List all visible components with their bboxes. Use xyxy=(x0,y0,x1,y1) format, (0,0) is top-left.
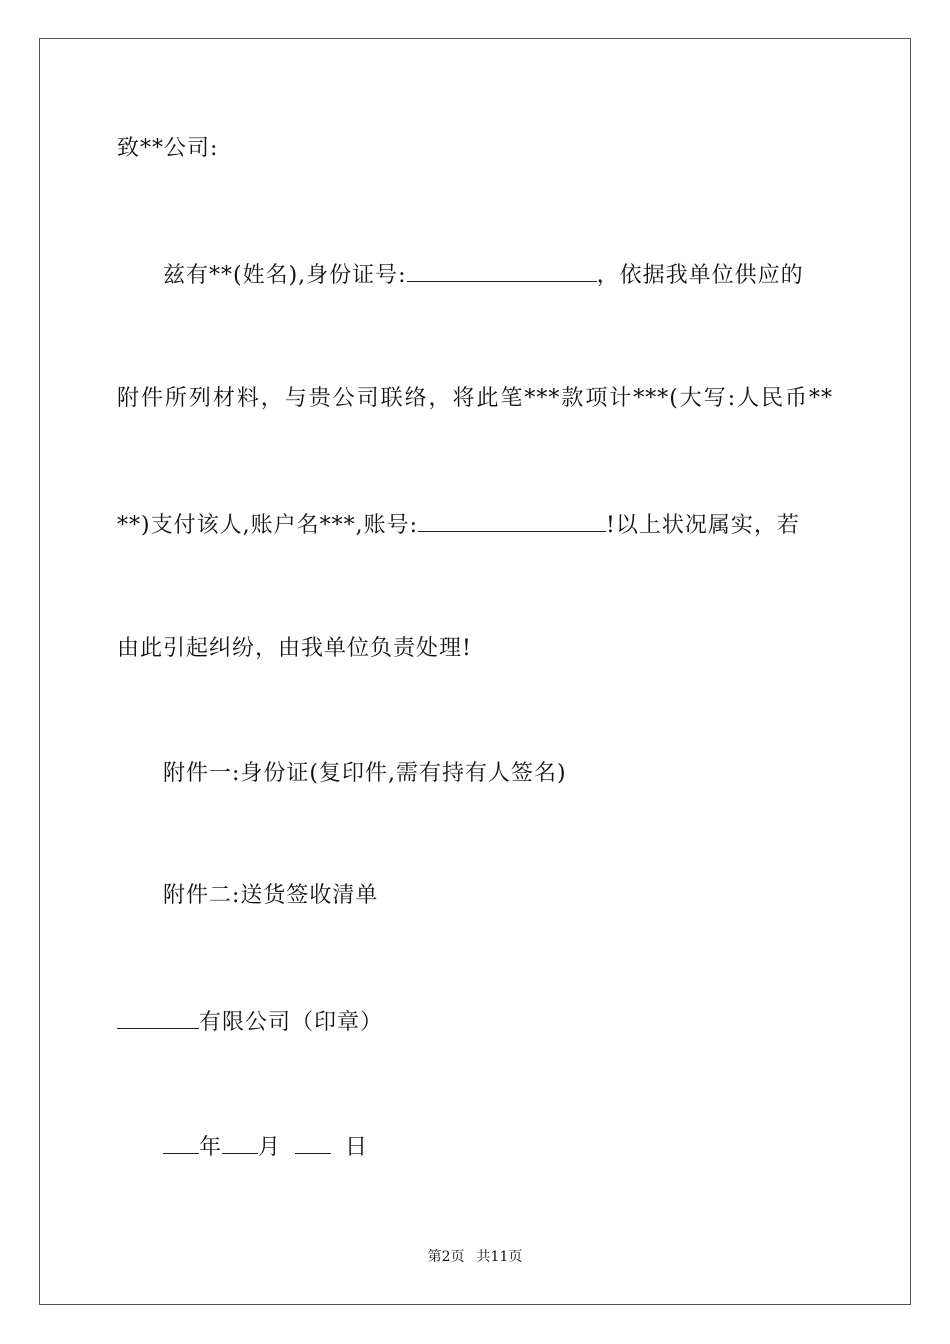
date-day-label: 日 xyxy=(345,1135,369,1160)
page-current: 第2页 xyxy=(427,1249,465,1265)
page-footer xyxy=(0,1247,950,1267)
page-frame xyxy=(39,38,911,1305)
account-number-blank xyxy=(418,509,606,532)
salutation: 致**公司: xyxy=(117,136,219,161)
account-outro-text: !以上状况属实，若 xyxy=(605,513,800,538)
attachment-one: 附件一:身份证(复印件,需有持有人签名) xyxy=(163,761,567,786)
year-blank xyxy=(163,1131,199,1154)
attachment-two: 附件二:送货签收清单 xyxy=(163,883,379,908)
date-month-label: 月 xyxy=(258,1135,282,1160)
id-outro-text: ，依据我单位供应的 xyxy=(596,263,804,288)
id-intro-text: 兹有**(姓名),身份证号: xyxy=(163,263,407,288)
paragraph-line-1 xyxy=(163,259,804,291)
page-total: 共11页 xyxy=(476,1249,523,1265)
day-blank xyxy=(295,1131,331,1154)
account-intro-text: **)支付该人,账户名***,账号: xyxy=(117,513,418,538)
date-line xyxy=(163,1131,368,1163)
paragraph-line-2: 附件所列材料，与贵公司联络，将此笔***款项计***(大写:人民币** xyxy=(117,386,833,411)
company-name-blank xyxy=(117,1006,199,1029)
date-year-label: 年 xyxy=(199,1135,223,1160)
paragraph-line-3 xyxy=(117,509,800,541)
company-seal-line xyxy=(117,1006,383,1038)
id-number-blank xyxy=(407,259,597,282)
month-blank xyxy=(222,1131,258,1154)
paragraph-line-4: 由此引起纠纷，由我单位负责处理! xyxy=(117,636,472,661)
company-seal-text: 有限公司（印章） xyxy=(199,1010,384,1035)
